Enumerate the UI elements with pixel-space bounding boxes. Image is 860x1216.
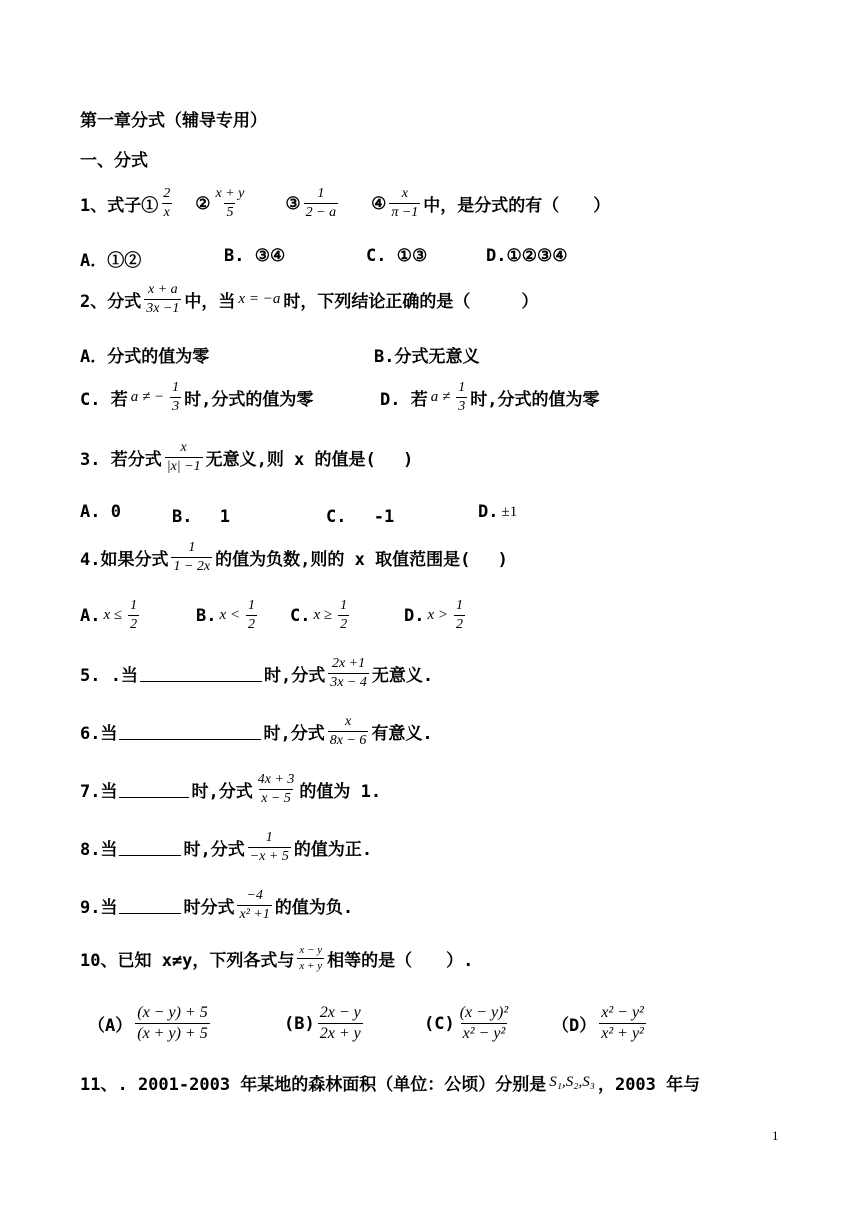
q6-answer-blank[interactable] xyxy=(119,723,261,740)
q8-lead: 8.当 xyxy=(80,840,118,861)
numerator: 1 xyxy=(265,830,273,845)
q1-lead: 1、式子① xyxy=(80,196,159,217)
numerator: 1 xyxy=(248,598,256,613)
q3-option-d-value: ±1 xyxy=(501,503,518,520)
option-label: C. xyxy=(290,605,311,626)
numerator: 1 xyxy=(317,186,325,201)
denominator: x − 5 xyxy=(261,791,291,807)
q7-fraction xyxy=(256,772,297,807)
numerator: (x − y) + 5 xyxy=(137,1004,208,1021)
q1-marker-3: ③ xyxy=(285,193,301,214)
numerator: x − y xyxy=(299,944,323,956)
numerator: −4 xyxy=(246,888,263,903)
q9-tail: 的值为负. xyxy=(274,898,354,919)
q3-option-b: B. 1 xyxy=(172,507,230,527)
q2-option-c-fraction xyxy=(170,380,181,415)
q10-fraction xyxy=(297,944,324,972)
q2-option-c-suffix: 时,分式的值为零 xyxy=(184,390,314,411)
q4-option-b xyxy=(196,598,260,633)
page-number: 1 xyxy=(772,1128,779,1143)
numerator: x² − y² xyxy=(601,1004,644,1021)
q6-mid: 时,分式 xyxy=(263,724,325,745)
q10-option-b xyxy=(284,1004,366,1044)
q1-fraction-1 xyxy=(161,186,172,221)
q3-option-d xyxy=(478,502,520,522)
q5-fraction xyxy=(328,656,369,691)
q10-option-c xyxy=(424,1004,513,1044)
q8-fraction xyxy=(248,830,291,865)
option-math: x ≥ xyxy=(313,607,333,624)
denominator: 2 − a xyxy=(305,205,337,221)
q1-tail: 中，是分式的有（ ） xyxy=(423,196,611,217)
q4-tail: 的值为负数,则的 x 取值范围是( ) xyxy=(215,550,508,571)
numerator: 2x +1 xyxy=(331,656,366,671)
q5-lead: 5. .当 xyxy=(80,666,138,687)
q11-lead: 11、. 2001-2003 年某地的森林面积（单位：公顷）分别是 xyxy=(80,1075,547,1095)
q2-option-d xyxy=(380,380,599,415)
q11-tail: ，2003 年与 xyxy=(597,1075,701,1095)
q11-math: S₁,S₂,S₃ xyxy=(549,1074,595,1090)
denominator: 2 xyxy=(130,617,138,633)
q2-mid: 中，当 xyxy=(184,292,236,313)
q2-option-d-fraction xyxy=(456,380,467,415)
q7-lead: 7.当 xyxy=(80,782,118,803)
q6-lead: 6.当 xyxy=(80,724,118,745)
denominator: x² − y² xyxy=(462,1025,506,1043)
question-3 xyxy=(80,440,413,475)
question-11 xyxy=(80,1070,700,1095)
numerator: 1 xyxy=(458,380,466,395)
option-fraction xyxy=(458,1004,510,1044)
q1-fraction-4 xyxy=(389,186,420,221)
q2-tail: 时，下列结论正确的是（ ） xyxy=(283,292,539,313)
q1-fraction-2 xyxy=(214,186,247,221)
option-math: x > xyxy=(427,607,449,624)
denominator: 2 xyxy=(456,617,464,633)
option-fraction xyxy=(338,598,349,633)
numerator: x xyxy=(401,186,408,201)
q10-lead: 10、已知 x≠y，下列各式与 xyxy=(80,950,295,971)
denominator: (x + y) + 5 xyxy=(137,1025,208,1043)
question-8 xyxy=(80,830,372,865)
numerator: 1 xyxy=(130,598,138,613)
denominator: x² + y² xyxy=(601,1025,644,1043)
q5-mid: 时,分式 xyxy=(263,666,326,687)
q8-answer-blank[interactable] xyxy=(119,839,181,856)
question-6 xyxy=(80,714,433,749)
q2-option-d-math: a ≠ xyxy=(430,389,451,406)
denominator: 3x −1 xyxy=(146,301,180,317)
option-fraction xyxy=(454,598,465,633)
option-label: （D） xyxy=(552,1016,597,1037)
option-fraction xyxy=(135,1004,209,1044)
option-fraction xyxy=(128,598,139,633)
denominator: 8x − 6 xyxy=(329,733,367,749)
q3-option-d-label: D. xyxy=(478,502,499,522)
q4-option-d xyxy=(404,598,468,633)
q2-option-c-math: a ≠ − xyxy=(130,389,165,406)
q5-answer-blank[interactable] xyxy=(140,665,262,682)
question-4 xyxy=(80,540,508,575)
q9-lead: 9.当 xyxy=(80,898,118,919)
numerator: x + a xyxy=(148,282,178,297)
q7-answer-blank[interactable] xyxy=(119,781,189,798)
q10-option-d xyxy=(552,1004,649,1044)
q3-tail: 无意义,则 x 的值是( ) xyxy=(205,450,414,471)
q3-fraction xyxy=(165,440,203,475)
question-5 xyxy=(80,656,433,691)
q9-fraction xyxy=(237,888,271,923)
denominator: 3x − 4 xyxy=(330,675,367,691)
denominator: 3 xyxy=(458,399,466,415)
question-2 xyxy=(80,282,538,317)
denominator: π −1 xyxy=(391,205,419,221)
q2-fraction xyxy=(144,282,181,317)
option-math: x < xyxy=(219,607,241,624)
numerator: 4x + 3 xyxy=(257,772,295,787)
q3-option-c: C. -1 xyxy=(326,507,395,527)
numerator: 1 xyxy=(456,598,464,613)
numerator: 2x − y xyxy=(319,1004,361,1021)
section-heading: 一、分式 xyxy=(80,151,148,171)
numerator: 1 xyxy=(340,598,348,613)
numerator: 1 xyxy=(188,540,196,555)
denominator: 2x + y xyxy=(319,1025,361,1043)
numerator: (x − y)² xyxy=(459,1004,509,1021)
option-label: B. xyxy=(196,605,217,626)
q2-option-c xyxy=(80,380,313,415)
question-10 xyxy=(80,944,473,972)
denominator: 5 xyxy=(226,205,234,221)
q10-tail: 相等的是（ ）. xyxy=(327,950,474,971)
question-9 xyxy=(80,888,353,923)
q7-mid: 时,分式 xyxy=(191,782,253,803)
question-1 xyxy=(80,186,610,221)
q8-mid: 时,分式 xyxy=(183,840,245,861)
denominator: x² +1 xyxy=(239,907,270,923)
q1-marker-4: ④ xyxy=(371,193,387,214)
option-fraction xyxy=(599,1004,646,1044)
denominator: 3 xyxy=(172,399,180,415)
option-label: (C) xyxy=(424,1013,455,1034)
q5-tail: 无意义. xyxy=(371,666,434,687)
q1-option-c: C. ①③ xyxy=(366,246,428,266)
numerator: x xyxy=(180,440,187,455)
q3-lead: 3. 若分式 xyxy=(80,450,162,471)
option-label: （A） xyxy=(88,1016,133,1037)
q1-marker-2: ② xyxy=(195,193,211,214)
q3-option-a: A. 0 xyxy=(80,502,121,522)
denominator: |x| −1 xyxy=(166,459,201,475)
q1-option-a: A．①② xyxy=(80,251,142,271)
q4-option-c xyxy=(290,598,352,633)
option-label: (B) xyxy=(284,1013,315,1034)
denominator: 1 − 2x xyxy=(173,559,211,575)
option-label: D. xyxy=(404,605,425,626)
numerator: x xyxy=(344,714,352,729)
denominator: 2 xyxy=(340,617,348,633)
q6-fraction xyxy=(328,714,369,749)
q2-option-c-prefix: C. 若 xyxy=(80,390,128,411)
question-7 xyxy=(80,772,381,807)
option-label: A. xyxy=(80,605,101,626)
q4-fraction xyxy=(171,540,212,575)
denominator: x xyxy=(163,205,170,221)
numerator: x + y xyxy=(215,186,245,201)
q6-tail: 有意义. xyxy=(371,724,433,745)
q2-option-a: A．分式的值为零 xyxy=(80,347,210,367)
q2-lead: 2、分式 xyxy=(80,292,142,313)
option-fraction xyxy=(246,598,257,633)
denominator: −x + 5 xyxy=(249,849,289,865)
q8-tail: 的值为正. xyxy=(293,840,373,861)
q2-option-d-suffix: 时,分式的值为零 xyxy=(470,390,600,411)
q9-mid: 时分式 xyxy=(183,898,235,919)
option-math: x ≤ xyxy=(103,607,123,624)
q9-answer-blank[interactable] xyxy=(119,897,181,914)
q1-option-b: B. ③④ xyxy=(224,246,286,266)
q1-option-d: D.①②③④ xyxy=(486,246,568,266)
q10-option-a xyxy=(88,1004,213,1044)
q1-fraction-3 xyxy=(304,186,338,221)
option-fraction xyxy=(318,1004,363,1044)
denominator: x + y xyxy=(299,959,323,972)
numerator: 1 xyxy=(172,380,180,395)
q4-lead: 4.如果分式 xyxy=(80,550,169,571)
denominator: 2 xyxy=(248,617,256,633)
q2-option-d-prefix: D. 若 xyxy=(380,390,428,411)
chapter-heading: 第一章分式（辅导专用） xyxy=(80,111,267,131)
numerator: 2 xyxy=(163,186,171,201)
q2-option-b: B.分式无意义 xyxy=(374,347,480,367)
q7-tail: 的值为 1. xyxy=(299,782,382,803)
q4-option-a xyxy=(80,598,142,633)
q2-condition: x = −a xyxy=(238,291,281,308)
